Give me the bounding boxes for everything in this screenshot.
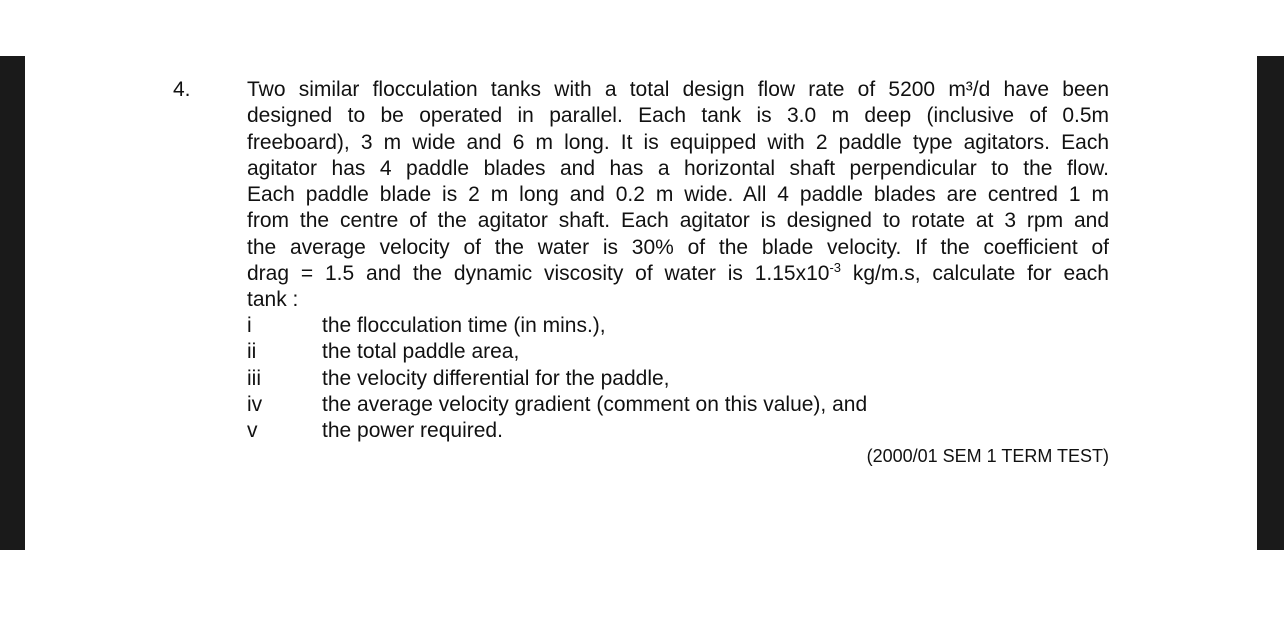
- item-text: the flocculation time (in mins.),: [322, 314, 606, 337]
- paragraph-line: agitator has 4 paddle blades and has a horizontal shaft perpendicular to the flow.: [247, 156, 1109, 180]
- paragraph-line: Each paddle blade is 2 m long and 0.2 m wide. All 4 paddle blades are centred 1 m: [247, 183, 1109, 207]
- paragraph-line: freeboard), 3 m wide and 6 m long. It is equipped with 2 paddle type agitators. Each: [247, 130, 1109, 154]
- paragraph-line: tank :: [247, 288, 299, 312]
- item-numeral: v: [247, 419, 258, 443]
- item-numeral: iv: [247, 392, 263, 416]
- question-number: 4.: [173, 78, 191, 101]
- paragraph-line: from the centre of the agitator shaft. Each agitator is designed to rotate at 3 rpm and: [247, 209, 1109, 233]
- item-numeral: iii: [247, 366, 261, 390]
- item-text: the power required.: [322, 419, 503, 443]
- paragraph-line: designed to be operated in parallel. Each tank is 3.0 m deep (inclusive of 0.5m: [247, 104, 1109, 128]
- right-dark-border: [1257, 56, 1284, 550]
- viscosity-text: drag = 1.5 and the dynamic viscosity of water is 1.15x10: [247, 262, 830, 286]
- paragraph-line-viscosity: [247, 261, 1109, 287]
- paragraph-line: Two similar flocculation tanks with a total design flow rate of 5200 m³/d have been: [247, 78, 1109, 101]
- source-citation: (2000/01 SEM 1 TERM TEST): [866, 446, 1109, 466]
- item-text: the average velocity gradient (comment on this value), and: [322, 392, 868, 416]
- item-numeral: ii: [247, 340, 257, 364]
- viscosity-unit-text: kg/m.s, calculate for each: [841, 262, 1109, 286]
- left-dark-border: [0, 56, 25, 550]
- item-numeral: i: [247, 314, 252, 337]
- question-paragraph: [247, 77, 1109, 314]
- item-text: the total paddle area,: [322, 340, 520, 364]
- viscosity-exponent: -3: [829, 260, 842, 276]
- paragraph-line: the average velocity of the water is 30% of the blade velocity. If the coefficient of: [247, 235, 1109, 259]
- item-text: the velocity differential for the paddle,: [322, 366, 670, 390]
